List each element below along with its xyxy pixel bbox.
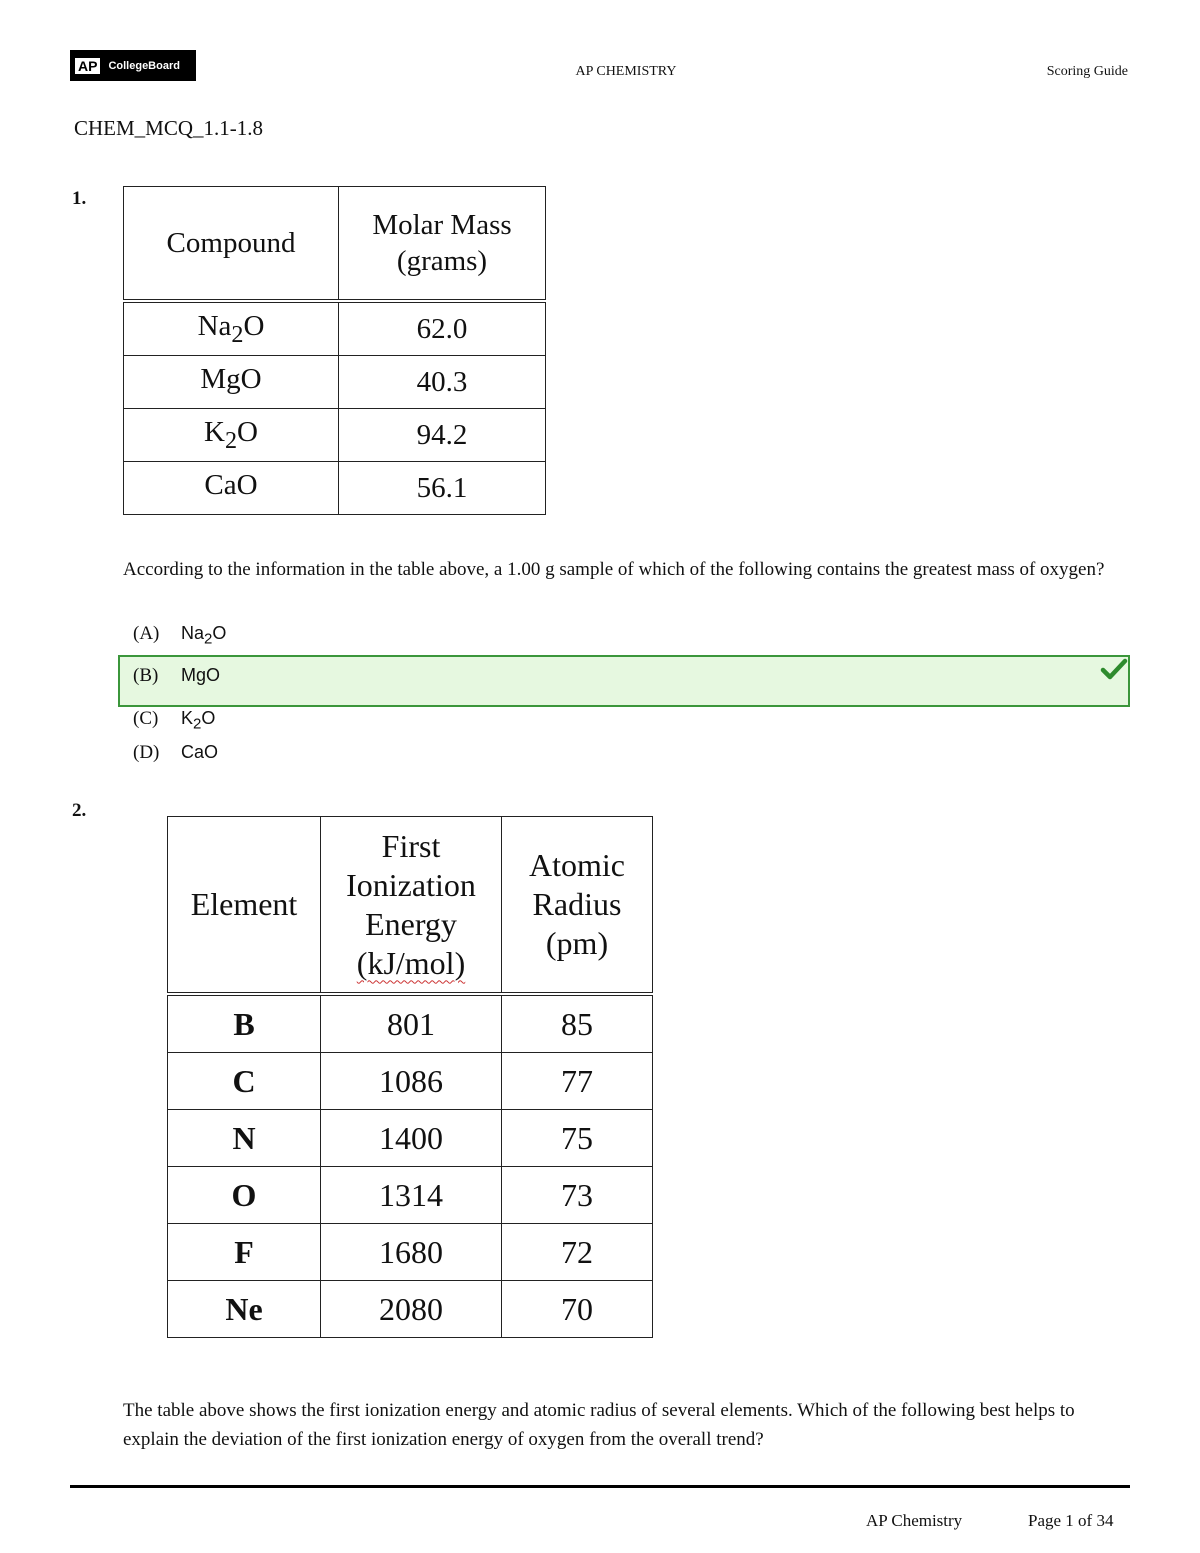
atomic-radius-cell: 73	[502, 1167, 653, 1224]
collegeboard-wordmark: CollegeBoard	[108, 59, 180, 72]
document-title: CHEM_MCQ_1.1-1.8	[74, 116, 264, 140]
ionization-energy-cell: 1680	[321, 1224, 502, 1281]
option-label: (D)	[133, 742, 160, 763]
compound-cell: $Na_2O$	[124, 301, 339, 356]
ionization-energy-cell: 1314	[321, 1167, 502, 1224]
element-cell: F	[168, 1224, 321, 1281]
element-cell: B	[168, 994, 321, 1053]
option-text: CaO	[181, 742, 219, 762]
ionization-energy-cell: 1086	[321, 1053, 502, 1110]
compound-cell: $K_2O$	[124, 409, 339, 462]
header-atomic-radius: Atomic Radius (pm)	[502, 817, 653, 995]
checkmark-icon	[1100, 657, 1128, 681]
compound-cell: CaO	[124, 462, 339, 515]
header-molar-mass	[339, 187, 546, 302]
table-row	[168, 1224, 653, 1281]
header-course-title: AP CHEMISTRY	[575, 64, 677, 79]
atomic-radius-cell: 77	[502, 1053, 653, 1110]
question-2-number: 2.	[72, 800, 87, 821]
header-scoring-guide: Scoring Guide	[1046, 64, 1128, 79]
compound-cell: MgO	[124, 356, 339, 409]
molar-mass-cell: 62.0	[339, 301, 546, 356]
option-text: MgO	[181, 665, 221, 685]
correct-answer-highlight	[118, 655, 1130, 707]
option-label: (C)	[133, 708, 159, 729]
answer-option-c[interactable]	[133, 704, 215, 732]
table-row	[168, 1053, 653, 1110]
question-1-number: 1.	[72, 188, 87, 209]
table-row	[124, 301, 546, 356]
table-row	[168, 1110, 653, 1167]
header-element: Element	[168, 817, 321, 995]
ionization-energy-cell: 801	[321, 994, 502, 1053]
answer-option-d[interactable]	[133, 738, 218, 766]
answer-option-b[interactable]	[133, 661, 220, 689]
header-molar-mass-line2: (grams)	[396, 245, 488, 277]
molar-mass-cell: 40.3	[339, 356, 546, 409]
question-1-stem: According to the information in the table above, a 1.00 g sample of which of the following contains the greatest mass of oxygen?	[123, 559, 1105, 580]
ionization-energy-table	[167, 816, 653, 1338]
element-cell: O	[168, 1167, 321, 1224]
molar-mass-cell: 94.2	[339, 409, 546, 462]
element-cell: C	[168, 1053, 321, 1110]
molar-mass-cell: 56.1	[339, 462, 546, 515]
option-text: $K_2O$	[181, 708, 216, 733]
question-2-stem: The table above shows the first ionization energy and atomic radius of several elements. Which of the following best helps to explain the deviation of the first ionization energy of oxygen from the overall trend?	[123, 1400, 1075, 1450]
atomic-radius-cell: 72	[502, 1224, 653, 1281]
element-cell: Ne	[168, 1281, 321, 1338]
atomic-radius-cell: 85	[502, 994, 653, 1053]
ap-logo-mark: AP	[75, 58, 100, 74]
header-compound: Compound	[124, 187, 339, 302]
atomic-radius-cell: 75	[502, 1110, 653, 1167]
table-row	[168, 1281, 653, 1338]
option-label: (A)	[133, 623, 160, 644]
table-row	[124, 462, 546, 515]
header-molar-mass-line1: Molar Mass	[372, 209, 512, 241]
table-row	[124, 409, 546, 462]
footer-page-number: Page 1 of 34	[1028, 1511, 1114, 1530]
molar-mass-table	[123, 186, 546, 515]
atomic-radius-cell: 70	[502, 1281, 653, 1338]
ionization-energy-cell: 2080	[321, 1281, 502, 1338]
option-label: (B)	[133, 665, 159, 686]
element-cell: N	[168, 1110, 321, 1167]
option-text: $Na_2O$	[181, 623, 227, 648]
footer-divider	[70, 1485, 1130, 1488]
table-row	[168, 1167, 653, 1224]
header-ionization-energy: First Ionization Energy (kJ/mol)	[321, 817, 502, 995]
footer-subject: AP Chemistry	[866, 1511, 963, 1530]
table-row	[124, 356, 546, 409]
table-row	[168, 994, 653, 1053]
answer-option-a[interactable]	[133, 619, 226, 647]
ionization-energy-cell: 1400	[321, 1110, 502, 1167]
